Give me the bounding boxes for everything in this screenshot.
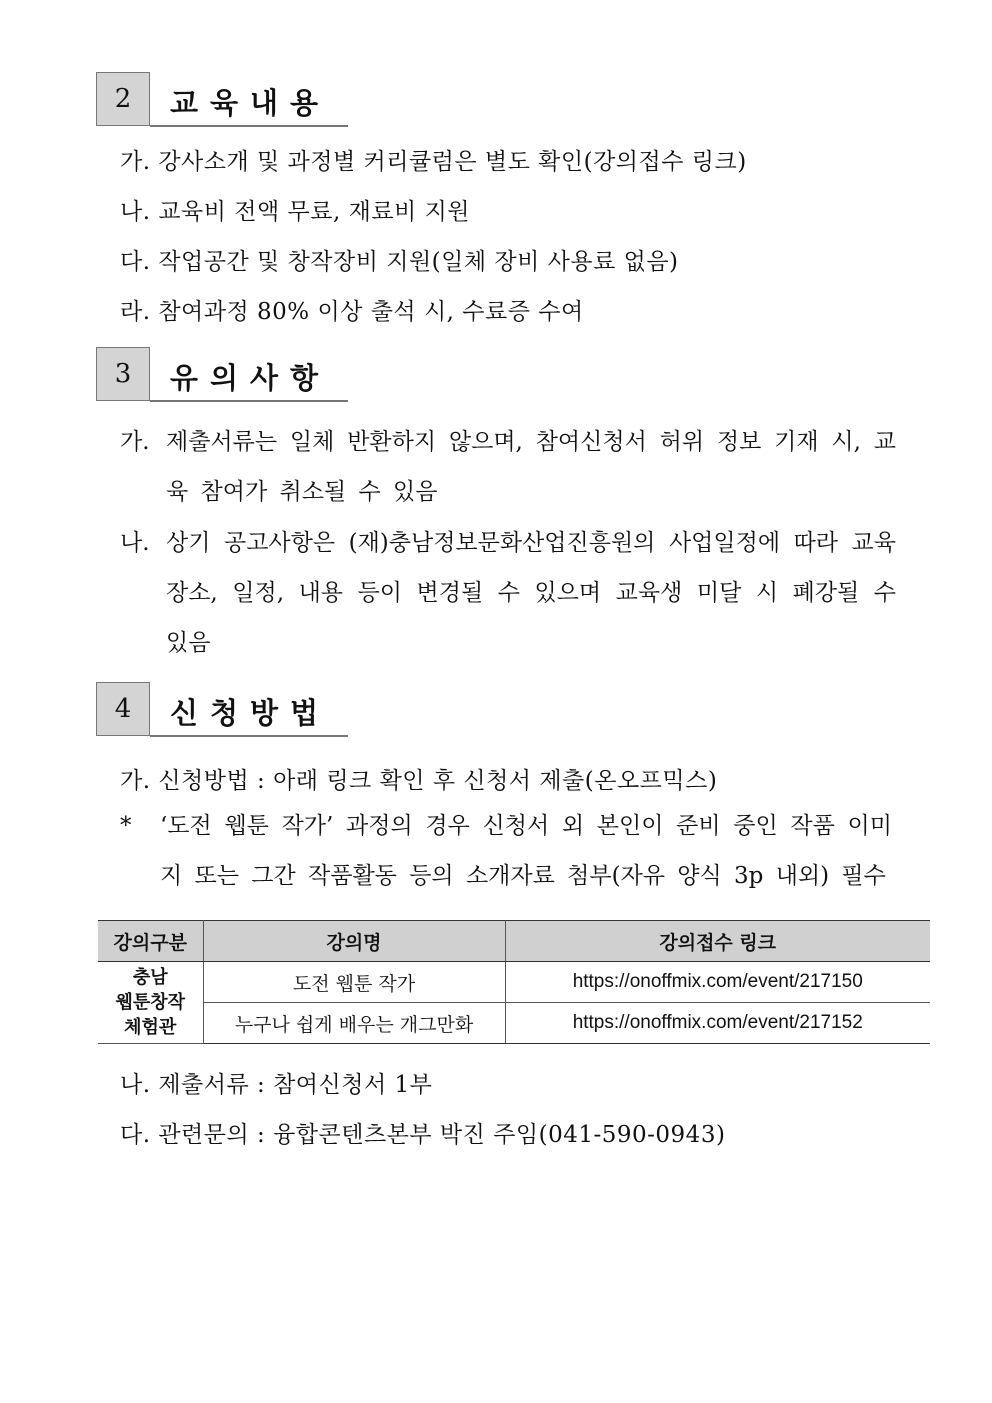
list-marker: 나. — [120, 530, 150, 556]
list-item: 가. 강사소개 및 과정별 커리큘럼은 별도 확인(강의접수 링크) — [120, 149, 747, 175]
list-item-text: 상기 공고사항은 (재)충남정보문화산업진흥원의 사업일정에 따라 교육장소, 일정, 내용 등이 변경될 수 있으며 교육생 미달 시 폐강될 수 있음 — [166, 530, 896, 656]
list-marker: 가. — [120, 429, 150, 455]
table-row — [98, 962, 930, 1003]
group-line: 웹툰창작 — [115, 992, 186, 1013]
section-2-header — [96, 72, 348, 128]
list-item: 가. 신청방법 : 아래 링크 확인 후 신청서 제출(온오프믹스) — [120, 768, 718, 794]
section-underline — [150, 400, 348, 402]
column-header: 강의접수 링크 — [505, 921, 930, 962]
course-link[interactable]: https://onoffmix.com/event/217152 — [505, 1003, 930, 1044]
section-number: 3 — [96, 347, 150, 401]
section-4-header — [96, 682, 348, 738]
list-item-text: 제출서류는 일체 반환하지 않으며, 참여신청서 허위 정보 기재 시, 교육 참여가 취소될 수 있음 — [166, 429, 896, 505]
list-item: 나. 교육비 전액 무료, 재료비 지원 — [120, 199, 471, 225]
table-header-row — [98, 921, 930, 962]
course-link[interactable]: https://onoffmix.com/event/217150 — [505, 962, 930, 1003]
list-item: 다. 관련문의 : 융합콘텐츠본부 박진 주임(041-590-0943) — [120, 1122, 726, 1148]
section-3-header — [96, 347, 348, 403]
section-title: 교육내용 — [170, 86, 331, 120]
section-underline — [150, 125, 348, 127]
list-item — [120, 417, 896, 517]
column-header: 강의명 — [203, 921, 505, 962]
course-group-cell — [98, 962, 203, 1044]
section-number: 4 — [96, 682, 150, 736]
list-item: 라. 참여과정 80% 이상 출석 시, 수료증 수여 — [120, 299, 584, 325]
course-name-cell: 도전 웹툰 작가 — [203, 962, 505, 1003]
course-link-table — [98, 920, 930, 1044]
group-line: 체험관 — [124, 1017, 177, 1038]
section-title: 유의사항 — [170, 361, 331, 395]
list-item: 나. 제출서류 : 참여신청서 1부 — [120, 1072, 433, 1098]
list-item — [120, 518, 896, 668]
note-text: ‘도전 웹툰 작가’ 과정의 경우 신청서 외 본인이 준비 중인 작품 이미지 또는 그간 작품활동 등의 소개자료 첨부(자유 양식 3p 내외) 필수 — [160, 813, 892, 889]
section-underline — [150, 735, 348, 737]
course-name-cell: 누구나 쉽게 배우는 개그만화 — [203, 1003, 505, 1044]
list-item: 다. 작업공간 및 창작장비 지원(일체 장비 사용료 없음) — [120, 249, 679, 275]
column-header: 강의구분 — [98, 921, 203, 962]
note — [120, 801, 892, 901]
section-number: 2 — [96, 72, 150, 126]
note-marker: * — [120, 813, 132, 839]
table-row — [98, 1003, 930, 1044]
group-line: 충남 — [132, 967, 168, 988]
section-title: 신청방법 — [170, 696, 331, 730]
